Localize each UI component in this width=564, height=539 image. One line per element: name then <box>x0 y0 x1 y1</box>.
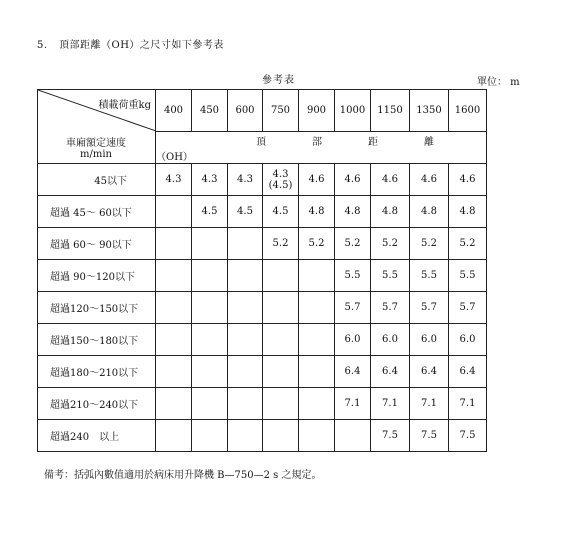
oh-value-cell <box>156 388 192 420</box>
oh-value-cell <box>228 292 263 324</box>
oh-value-cell <box>263 164 299 196</box>
table-row <box>38 356 487 388</box>
oh-value-cell <box>192 324 228 356</box>
oh-value-cell: 4.8 <box>449 196 487 228</box>
oh-value-cell <box>156 324 192 356</box>
subheader-char: 距 <box>368 136 378 148</box>
oh-value-cell: 6.0 <box>410 324 449 356</box>
oh-value-cell: 4.8 <box>299 196 335 228</box>
oh-value-cell: 4.3 <box>156 164 192 196</box>
oh-value-cell <box>228 388 263 420</box>
oh-value-cell <box>192 388 228 420</box>
oh-value-cell: 4.6 <box>410 164 449 196</box>
speed-range-label: 超過150～180以下 <box>38 324 156 356</box>
oh-value-cell: 4.6 <box>449 164 487 196</box>
oh-value-cell: 4.6 <box>335 164 371 196</box>
oh-value-cell: 6.4 <box>449 356 487 388</box>
table-row <box>38 420 487 452</box>
oh-value-cell <box>263 260 299 292</box>
oh-value-cell <box>192 356 228 388</box>
oh-value-cell: 6.0 <box>335 324 371 356</box>
oh-value-cell: 5.2 <box>263 228 299 260</box>
oh-value-cell: 4.3 <box>192 164 228 196</box>
reference-table <box>37 89 487 452</box>
subheader-char: 頂 <box>256 136 266 148</box>
oh-value-cell: 5.7 <box>335 292 371 324</box>
oh-value-cell: 4.5 <box>263 196 299 228</box>
unit-label: 單位： m <box>477 77 520 88</box>
load-header: 1600 <box>449 90 487 132</box>
oh-value-cell <box>228 356 263 388</box>
oh-value-cell: 5.2 <box>449 228 487 260</box>
oh-value-cell: 7.5 <box>410 420 449 452</box>
table-row <box>38 228 487 260</box>
oh-value-cell: 7.5 <box>371 420 410 452</box>
oh-value-cell <box>228 260 263 292</box>
oh-value-cell: 5.2 <box>299 228 335 260</box>
oh-value-cell: 5.5 <box>449 260 487 292</box>
speed-range-label: 超過240 以上 <box>38 420 156 452</box>
oh-value-cell: 6.0 <box>371 324 410 356</box>
oh-value-cell <box>299 388 335 420</box>
section-number: 5. <box>37 40 48 51</box>
oh-value-cell <box>192 260 228 292</box>
oh-value-cell: 7.1 <box>335 388 371 420</box>
load-header: 450 <box>192 90 228 132</box>
table-row <box>38 292 487 324</box>
oh-value-cell <box>299 356 335 388</box>
oh-value: 4.3 <box>272 168 289 180</box>
load-header: 400 <box>156 90 192 132</box>
oh-value-cell <box>263 388 299 420</box>
oh-value-cell: 5.7 <box>410 292 449 324</box>
oh-alt-value: (4.5) <box>268 179 293 191</box>
table-caption: 參考表 <box>262 75 295 86</box>
table-row <box>38 164 487 196</box>
oh-value-cell: 6.4 <box>371 356 410 388</box>
oh-value-cell <box>192 228 228 260</box>
load-header: 1150 <box>371 90 410 132</box>
oh-value-cell: 4.6 <box>371 164 410 196</box>
oh-value-cell <box>263 356 299 388</box>
table-row <box>38 388 487 420</box>
load-header: 900 <box>299 90 335 132</box>
oh-value-cell <box>156 356 192 388</box>
oh-value-cell <box>299 420 335 452</box>
oh-value-cell: 5.5 <box>371 260 410 292</box>
oh-value-cell: 5.2 <box>410 228 449 260</box>
speed-axis-label <box>40 138 152 160</box>
oh-value-cell <box>192 420 228 452</box>
section-title: 頂部距離（OH）之尺寸如下參考表 <box>59 40 224 51</box>
oh-value-cell: 7.1 <box>449 388 487 420</box>
load-axis-label: 積載荷重kg <box>98 100 151 111</box>
speed-label-line2: m/min <box>80 149 112 160</box>
oh-value-cell <box>156 228 192 260</box>
oh-value-cell: 5.7 <box>371 292 410 324</box>
oh-value-cell: 4.8 <box>410 196 449 228</box>
speed-range-label: 超過 90～120以下 <box>38 260 156 292</box>
oh-value-cell <box>335 420 371 452</box>
oh-value-cell <box>156 292 192 324</box>
speed-range-label: 超過180～210以下 <box>38 356 156 388</box>
speed-range-label: 超過120～150以下 <box>38 292 156 324</box>
speed-range-label: 超過 60～ 90以下 <box>38 228 156 260</box>
oh-value-cell: 7.1 <box>371 388 410 420</box>
subheader-char: 離 <box>424 136 434 148</box>
oh-value-cell <box>299 292 335 324</box>
oh-subheader <box>156 132 487 164</box>
oh-value-cell: 4.5 <box>228 196 263 228</box>
oh-value-cell: 4.5 <box>192 196 228 228</box>
oh-value-cell <box>299 260 335 292</box>
subheader-char: 部 <box>312 136 322 148</box>
oh-value-cell <box>263 420 299 452</box>
load-header: 600 <box>228 90 263 132</box>
oh-value-cell: 5.2 <box>335 228 371 260</box>
load-header: 1000 <box>335 90 371 132</box>
footnote: 備考：括弧內數值適用於病床用升降機 B—750—2 s 之規定。 <box>44 470 322 481</box>
oh-value-cell <box>156 196 192 228</box>
oh-value-cell <box>263 292 299 324</box>
oh-value-cell: 5.5 <box>335 260 371 292</box>
oh-value-cell: 7.5 <box>449 420 487 452</box>
oh-value-cell <box>156 260 192 292</box>
subheader-char: （OH） <box>156 151 193 163</box>
table-row <box>38 260 487 292</box>
speed-range-label: 超過 45～ 60以下 <box>38 196 156 228</box>
speed-label-line1: 車廂額定速度 <box>66 138 126 149</box>
oh-value-cell: 5.5 <box>410 260 449 292</box>
table-row <box>38 324 487 356</box>
oh-value-cell: 4.6 <box>299 164 335 196</box>
oh-value-cell: 6.0 <box>449 324 487 356</box>
speed-range-label: 超過210～240以下 <box>38 388 156 420</box>
oh-value-cell <box>228 228 263 260</box>
oh-value-cell: 6.4 <box>335 356 371 388</box>
oh-value-cell: 5.2 <box>371 228 410 260</box>
load-header: 750 <box>263 90 299 132</box>
section-heading <box>37 36 224 51</box>
oh-value-cell: 5.7 <box>449 292 487 324</box>
oh-value-cell <box>228 324 263 356</box>
oh-value-cell <box>263 324 299 356</box>
speed-range-label: 45以下 <box>38 164 156 196</box>
oh-value-cell: 4.3 <box>228 164 263 196</box>
oh-value-cell: 4.8 <box>371 196 410 228</box>
load-header: 1350 <box>410 90 449 132</box>
oh-value-cell <box>156 420 192 452</box>
table-row <box>38 196 487 228</box>
oh-value-cell <box>192 292 228 324</box>
oh-value-cell: 4.8 <box>335 196 371 228</box>
oh-value-cell <box>299 324 335 356</box>
oh-value-cell <box>228 420 263 452</box>
oh-value-cell: 7.1 <box>410 388 449 420</box>
oh-value-cell: 6.4 <box>410 356 449 388</box>
corner-header-cell <box>38 90 156 164</box>
